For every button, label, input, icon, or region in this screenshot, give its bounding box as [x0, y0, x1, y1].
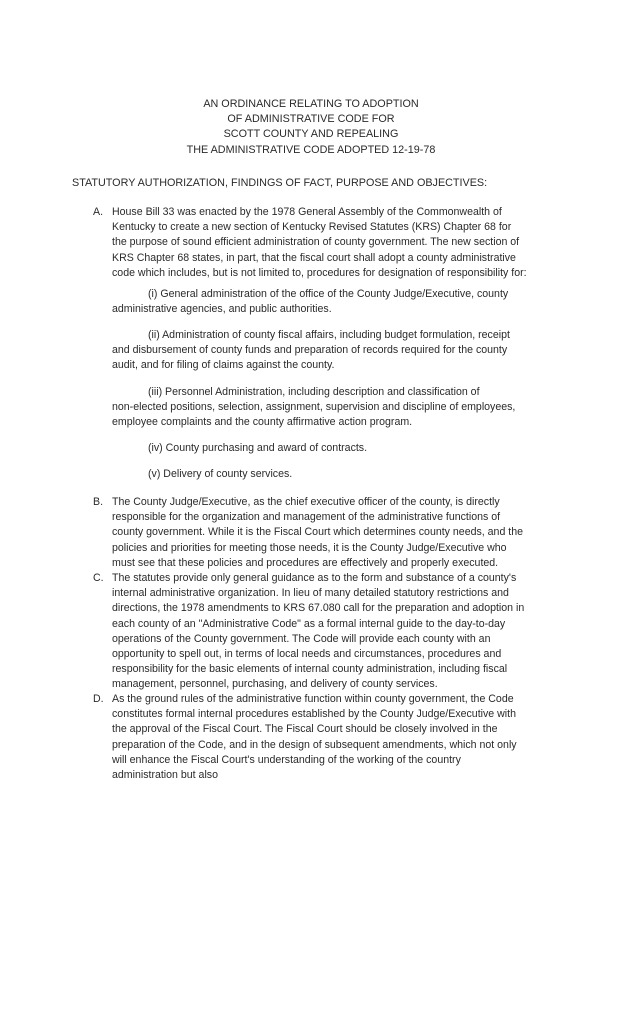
section-c-text: [112, 571, 563, 693]
text-line: House Bill 33 was enacted by the 1978 General Assembly of the Commonwealth of: [112, 206, 502, 218]
section-b: [93, 495, 563, 571]
text-line: each county of an "Administrative Code" as a formal internal guide to the day-to-day: [112, 617, 506, 630]
text-line: preparation of the Code, and in the design of subsequent amendments, which not only: [112, 738, 517, 751]
title-line: AN ORDINANCE RELATING TO ADOPTION: [203, 98, 419, 110]
text-line: and disbursement of county funds and preparation of records required for the county: [112, 344, 508, 357]
text-line: the purpose of sound efficient administration of county government. The new section of: [112, 236, 520, 249]
text-line: (v) Delivery of county services.: [148, 468, 293, 480]
text-line: KRS Chapter 68 states, in part, that the fiscal court shall adopt a county administrative: [112, 251, 516, 264]
text-line: directions, the 1978 amendments to KRS 67.080 call for the preparation and adoption in: [112, 602, 525, 615]
section-letter: A.: [93, 206, 104, 218]
text-line: policies and priorities for meeting those needs, it is the County Judge/Executive who: [112, 541, 507, 554]
text-line: Kentucky to create a new section of Kentucky Revised Statutes (KRS) Chapter 68 for: [112, 221, 512, 234]
section-b-text: [112, 495, 563, 571]
section-d-text: [112, 692, 563, 783]
section-letter: B.: [93, 496, 104, 508]
text-line: responsible for the organization and management of the administrative functions of: [112, 511, 501, 524]
section-heading: STATUTORY AUTHORIZATION, FINDINGS OF FACT, PURPOSE AND OBJECTIVES:: [72, 177, 488, 189]
text-line: county government. While it is the Fiscal Court which determines county needs, and the: [112, 526, 524, 539]
section-d: [93, 692, 563, 783]
text-line: (ii) Administration of county fiscal affairs, including budget formulation, receipt: [148, 329, 510, 341]
subitem-iv: [112, 441, 572, 456]
section-letter: C.: [93, 572, 104, 584]
text-line: the approval of the Fiscal Court. The Fiscal Court should be closely involved in the: [112, 723, 498, 736]
text-line: The statutes provide only general guidance as to the form and substance of a county's: [112, 572, 517, 584]
text-line: management, personnel, purchasing, and delivery of county services.: [112, 678, 438, 691]
text-line: operations of the County government. The Code will provide each county with an: [112, 632, 491, 645]
text-line: administrative agencies, and public authorities.: [112, 303, 332, 316]
text-line: administration but also: [112, 769, 218, 782]
text-line: employee complaints and the county affirmative action program.: [112, 416, 413, 429]
section-letter: D.: [93, 693, 104, 705]
ordinance-title: [0, 97, 622, 158]
subitem-v: [112, 467, 572, 482]
subitem-i: [112, 287, 572, 317]
text-line: (iii) Personnel Administration, including description and classification of: [148, 386, 480, 398]
section-c: [93, 571, 563, 693]
text-line: opportunity to spell out, in terms of local needs and circumstances, procedures and: [112, 648, 502, 661]
title-line: THE ADMINISTRATIVE CODE ADOPTED 12-19-78: [186, 143, 436, 156]
text-line: (i) General administration of the office of the County Judge/Executive, county: [148, 288, 509, 300]
title-line: OF ADMINISTRATIVE CODE FOR: [227, 113, 395, 126]
text-line: internal administrative organization. In lieu of many detailed statutory restrictions and: [112, 587, 509, 600]
subitem-ii: [112, 328, 572, 374]
text-line: The County Judge/Executive, as the chief executive officer of the county, is directly: [112, 496, 500, 508]
subitem-iii: [112, 385, 572, 431]
text-line: (iv) County purchasing and award of contracts.: [148, 442, 368, 454]
text-line: constitutes formal internal procedures established by the County Judge/Executive with: [112, 708, 516, 721]
section-a-text: [112, 205, 563, 281]
text-line: As the ground rules of the administrative function within county government, the Code: [112, 693, 514, 705]
text-line: audit, and for filing of claims against the county.: [112, 359, 335, 372]
text-line: responsibility for the basic elements of internal county administration, including fiscal: [112, 663, 508, 676]
text-line: non-elected positions, selection, assignment, supervision and discipline of employees,: [112, 401, 516, 414]
title-line: SCOTT COUNTY AND REPEALING: [223, 128, 399, 141]
section-a: [93, 205, 563, 281]
text-line: must see that these policies and procedures are effectively and properly executed.: [112, 556, 499, 569]
text-line: will enhance the Fiscal Court's understanding of the working of the country: [112, 753, 461, 766]
text-line: code which includes, but is not limited to, procedures for designation of responsibility for:: [112, 266, 527, 279]
